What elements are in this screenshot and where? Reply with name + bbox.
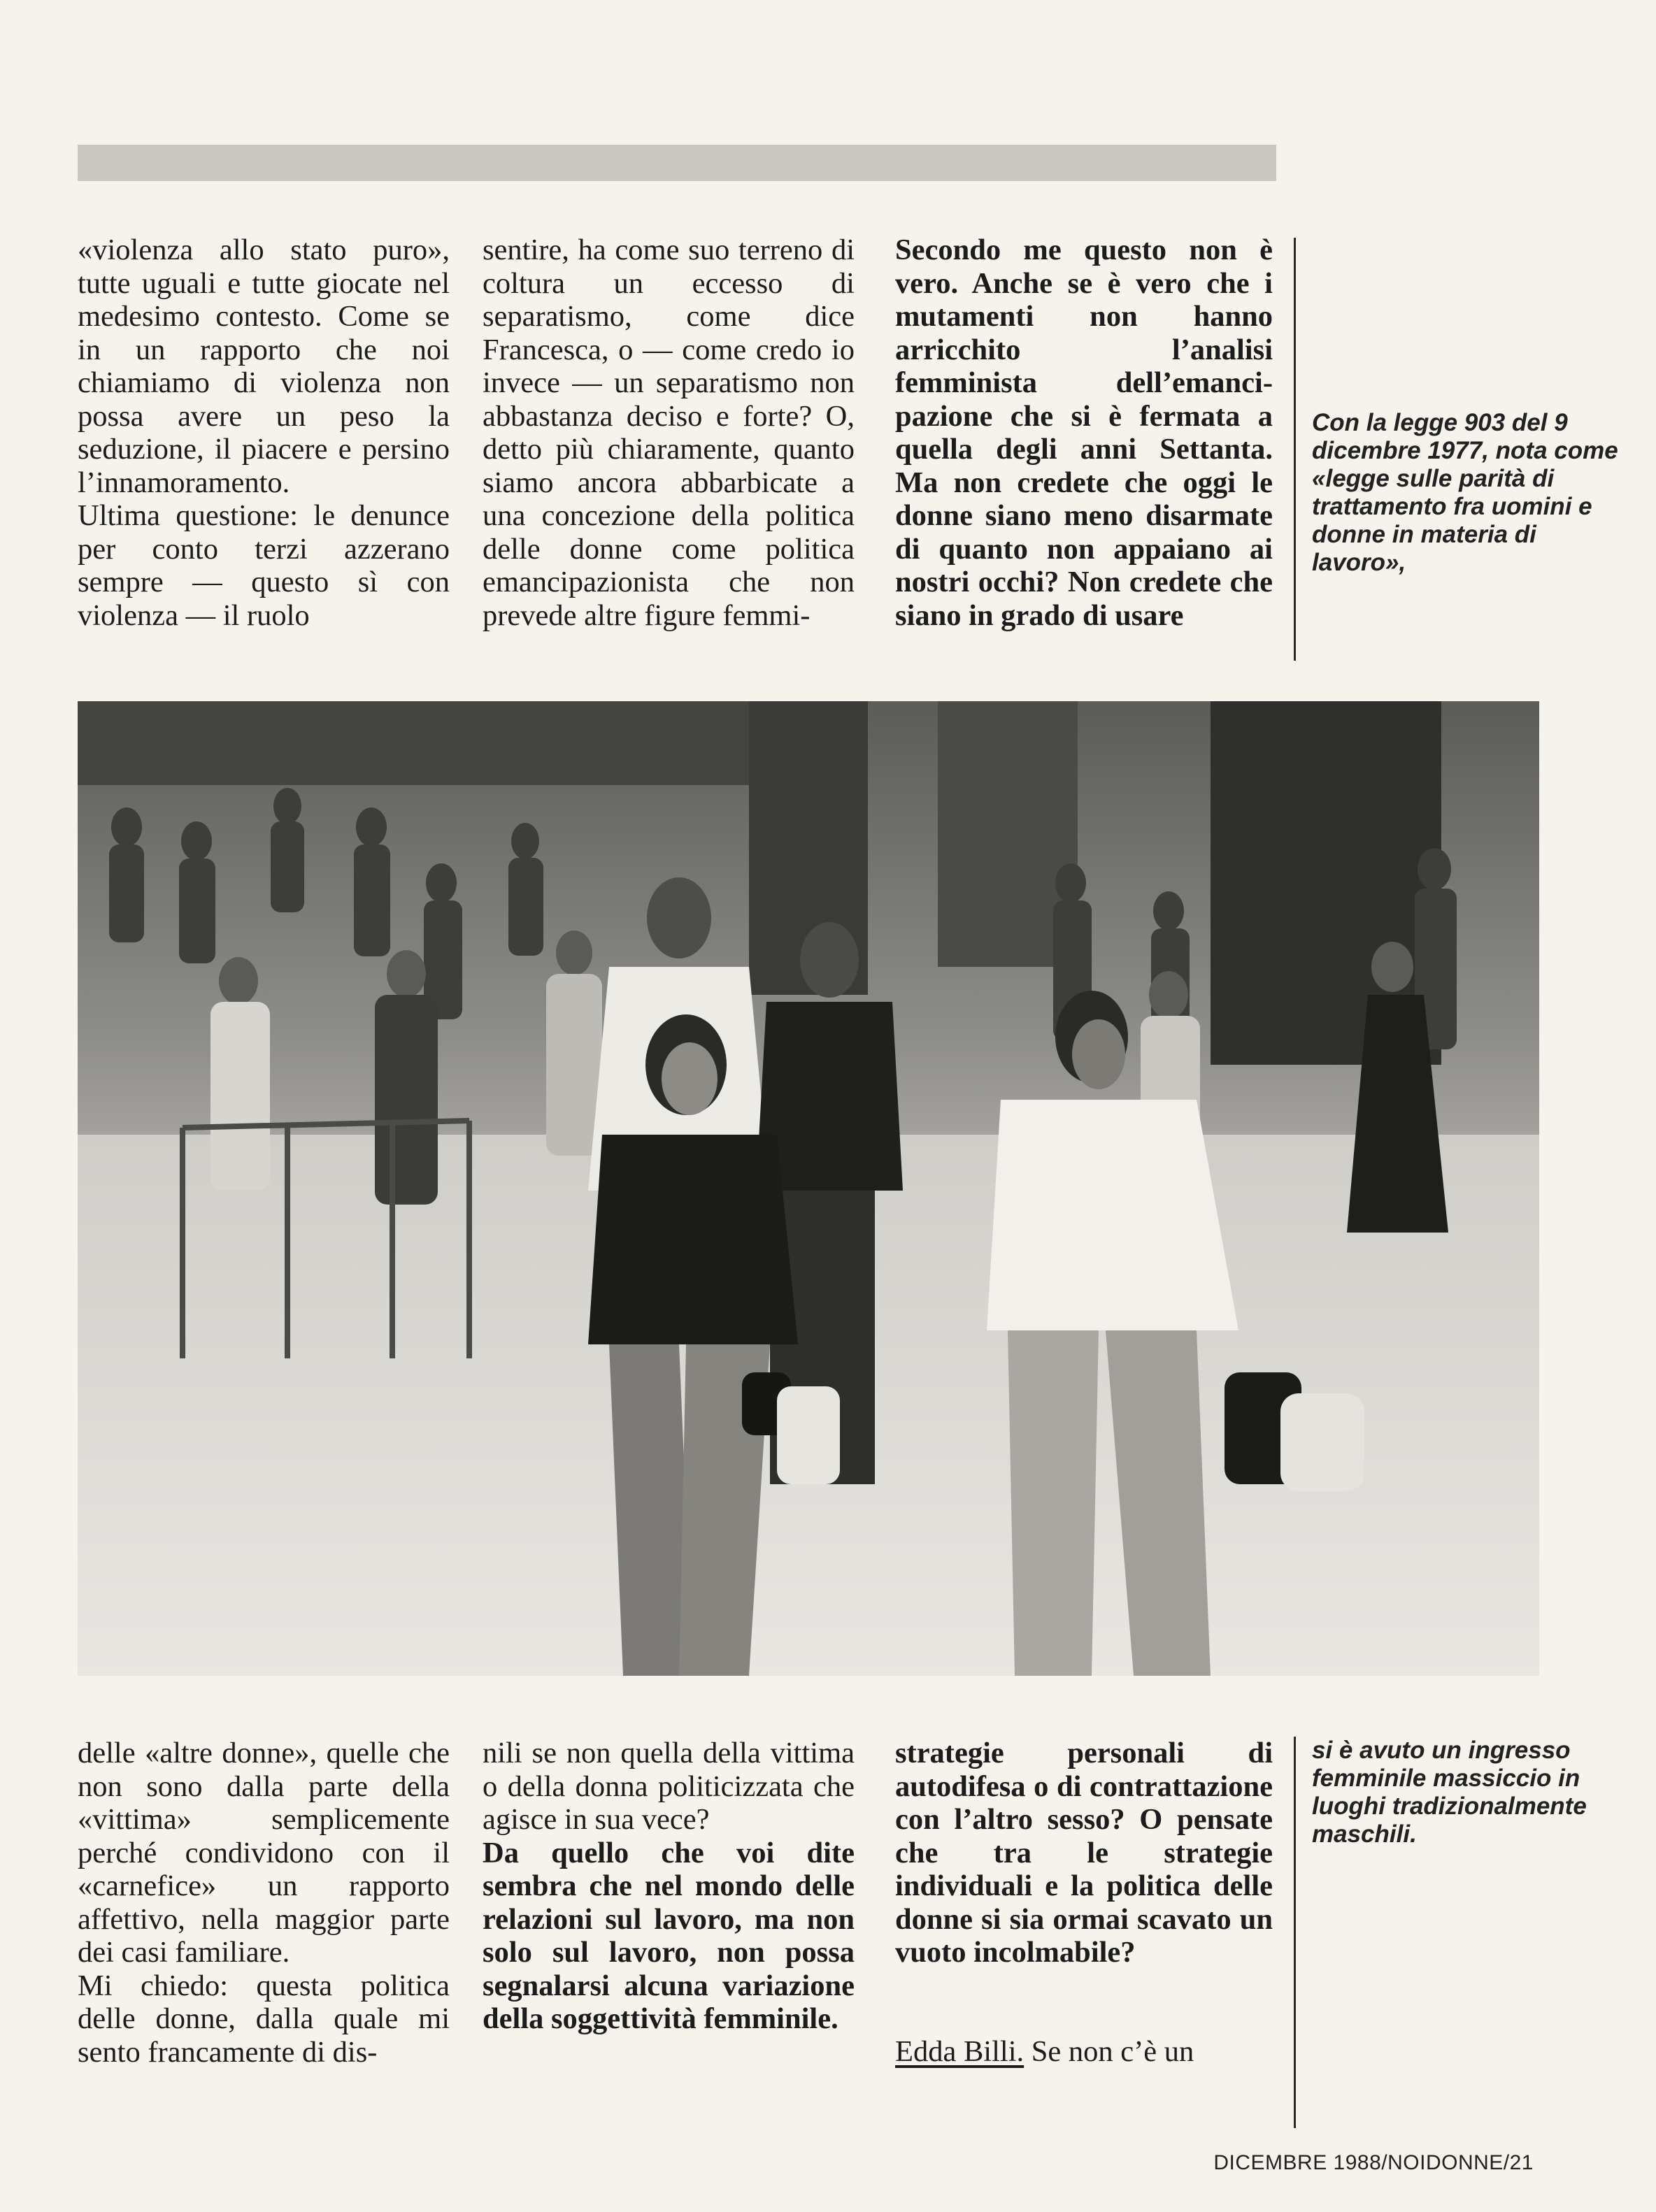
speaker-name: Edda Billi. — [895, 2034, 1025, 2068]
paragraph: «violenza allo stato puro», tutte uguali e tutte giocate nel medesimo contesto. Come se in un rapporto che noi chiamiamo di violenza non possa avere un peso la seduzione, il piacere e persino l’innamoramento. — [78, 234, 450, 499]
page-footer: DICEMBRE 1988/NOIDONNE/21 — [1213, 2151, 1534, 2174]
interview-question: strategie personali di autodifesa o di contrattazione con l’altro sesso? O pensate che tra le strategie individuali e la politica delle donne si sia ormai scavato un vuoto incolmabile? — [895, 1737, 1273, 1969]
paragraph: sentire, ha come suo terreno di coltura un eccesso di separatismo, come dice Francesca, o — come credo io invece — un separatismo non abbastanza deciso e forte? O, detto più chiaramente, quanto siamo ancora abbarbicate a una concezione della politica delle donne come politica emancipazionista che non prevede altre figure femmi- — [483, 234, 855, 632]
answer-text: Se non c’è un — [1031, 2034, 1194, 2068]
interview-question: Secondo me questo non è vero. Anche se è vero che i mutamenti non hanno arricchito l’analisi femminista dell’emancipazione che si è fermata a quella degli anni Settanta. Ma non credete che oggi le donne siano meno disarmate di quanto non appaiano ai nostri occhi? Non credete che siano in grado di usare — [895, 234, 1273, 632]
bottom-column-2 — [483, 1737, 855, 2036]
interview-question: Da quello che voi dite sembra che nel mondo delle relazioni sul lavoro, ma non solo sul lavoro, non possa segnalarsi alcuna variazione della soggettività femminile. — [483, 1836, 855, 2035]
top-column-2 — [483, 234, 855, 632]
paragraph: Ultima questione: le denunce per conto terzi azzerano sempre — questo sì con violenza — il ruolo — [78, 499, 450, 632]
paragraph: nili se non quella della vittima o della donna politicizzata che agisce in sua vece? — [483, 1737, 855, 1836]
answer-start — [895, 2035, 1273, 2069]
top-column-3 — [895, 234, 1273, 632]
bottom-column-1 — [78, 1737, 450, 2069]
column-rule — [1294, 1737, 1296, 2128]
column-rule — [1294, 238, 1296, 661]
paragraph: delle «altre donne», quelle che non sono dalla parte della «vittima» semplicemente perché condividono con il «carnefice» un rapporto affettivo, nella maggior parte dei casi familiare. — [78, 1737, 450, 1969]
bottom-column-3 — [895, 1737, 1273, 2068]
photo-caption: Con la legge 903 del 9 dicembre 1977, nota come «legge sulle parità di trattamento fra uomini e donne in materia di lavoro», — [1312, 409, 1618, 576]
header-gray-bar — [78, 145, 1276, 181]
street-photo — [78, 701, 1539, 1676]
photo-caption-continued: si è avuto un ingresso femminile massiccio in luoghi tradizionalmente maschili. — [1312, 1737, 1587, 1848]
paragraph: Mi chiedo: questa politica delle donne, dalla quale mi sento francamente di dis- — [78, 1969, 450, 2069]
top-column-1 — [78, 234, 450, 632]
